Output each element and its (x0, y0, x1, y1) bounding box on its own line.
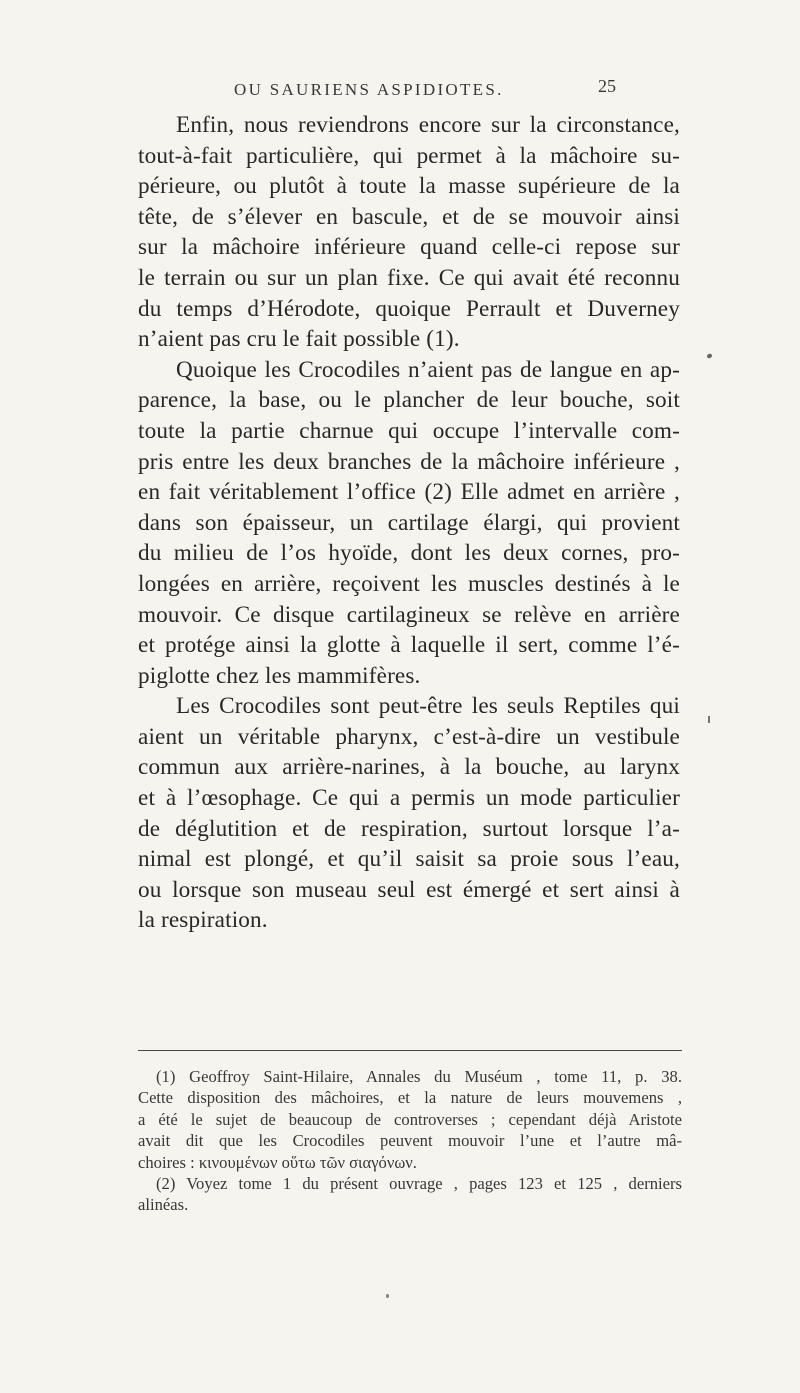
body-line: aient un véritable pharynx, c’est-à-dire un vestibule (138, 723, 680, 750)
body-line: ou lorsque son museau seul est émergé et sert ainsi à (138, 876, 680, 903)
footnote-line: (2) Voyez tome 1 du présent ouvrage , pages 123 et 125 , derniers (156, 1173, 682, 1193)
footnote-rule (138, 1050, 682, 1051)
body-line: en fait véritablement l’office (2) Elle admet en arrière , (138, 479, 680, 506)
body-text (138, 110, 680, 936)
body-line: toute la partie charnue qui occupe l’intervalle com- (138, 417, 680, 444)
body-line: parence, la base, ou le plancher de leur bouche, soit (138, 387, 680, 414)
ink-speck (386, 1294, 389, 1298)
footnote-line: (1) Geoffroy Saint-Hilaire, Annales du Muséum , tome 11, p. 38. (156, 1067, 682, 1086)
body-line: de déglutition et de respiration, surtout lorsque l’a- (138, 815, 680, 842)
footnote-line: a été le sujet de beaucoup de controverses ; cependant déjà Aristote (138, 1109, 682, 1129)
ink-speck (708, 716, 710, 723)
body-line: et à l’œsophage. Ce qui a permis un mode particulier (138, 785, 680, 812)
footnote-line: avait dit que les Crocodiles peuvent mouvoir l’une et l’autre mâ- (138, 1131, 682, 1151)
body-line: la respiration. (138, 907, 268, 934)
body-line: longées en arrière, reçoivent les muscles destinés à le (138, 570, 680, 597)
body-line: du milieu de l’os hyoïde, dont les deux cornes, pro- (138, 540, 680, 567)
running-head: OU SAURIENS ASPIDIOTES. (234, 80, 504, 99)
body-line: mouvoir. Ce disque cartilagineux se relève en arrière (138, 601, 680, 628)
body-line: pris entre les deux branches de la mâchoire inférieure , (138, 448, 680, 475)
footnote-line: alinéas. (138, 1195, 189, 1215)
body-line: et protége ainsi la glotte à laquelle il sert, comme l’é- (138, 632, 680, 659)
footnote-line: choires : κινουμένων οὕτω τῶν σιαγόνων. (138, 1152, 417, 1172)
footnote-line: Cette disposition des mâchoires, et la nature de leurs mouvemens , (138, 1088, 682, 1108)
body-line: dans son épaisseur, un cartilage élargi, qui provient (138, 509, 680, 536)
body-line: périeure, ou plutôt à toute la masse supérieure de la (138, 173, 680, 200)
ink-speck (706, 353, 712, 359)
body-line: n’aient pas cru le fait possible (1). (138, 326, 460, 353)
body-line: Quoique les Crocodiles n’aient pas de langue en ap- (176, 356, 680, 383)
body-line: le terrain ou sur un plan fixe. Ce qui avait été reconnu (138, 264, 680, 291)
body-line: sur la mâchoire inférieure quand celle-ci repose sur (138, 234, 680, 261)
body-line: du temps d’Hérodote, quoique Perrault et Duverney (138, 295, 680, 322)
footnotes (138, 1066, 682, 1216)
body-line: nimal est plongé, et qu’il saisit sa proie sous l’eau, (138, 846, 680, 873)
body-line: Enfin, nous reviendrons encore sur la circonstance, (176, 112, 680, 138)
body-line: tête, de s’élever en bascule, et de se mouvoir ainsi (138, 203, 680, 230)
body-line: commun aux arrière-narines, à la bouche, au larynx (138, 754, 680, 781)
body-line: piglotte chez les mammifères. (138, 662, 421, 689)
body-line: tout-à-fait particulière, qui permet à la mâchoire su- (138, 142, 680, 169)
body-line: Les Crocodiles sont peut-être les seuls Reptiles qui (176, 693, 680, 720)
page-number: 25 (598, 76, 616, 96)
